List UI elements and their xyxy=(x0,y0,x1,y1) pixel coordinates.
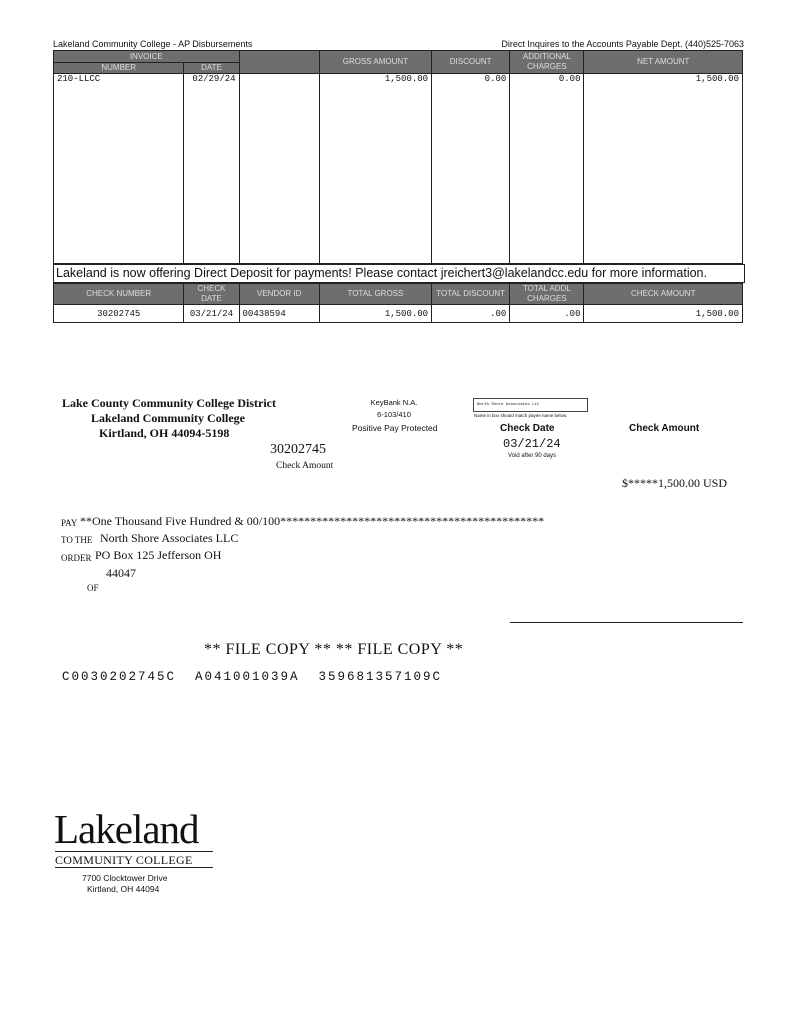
payee-name: North Shore Associates LLC xyxy=(100,531,239,545)
bank-name: KeyBank N.A. xyxy=(370,398,418,407)
check-number: 30202745 xyxy=(54,305,184,323)
total-discount: .00 xyxy=(432,305,510,323)
issuer-line2: Lakeland Community College xyxy=(91,411,246,425)
payee-address-line1: PO Box 125 Jefferson OH xyxy=(95,548,222,562)
total-discount-header: TOTAL DISCOUNT xyxy=(432,284,510,305)
blank-header xyxy=(239,51,319,74)
bank-routing: 6-103/410 xyxy=(377,410,411,419)
payee-box: North Shore Associates LLC xyxy=(473,398,588,412)
discount-header: DISCOUNT xyxy=(432,51,510,74)
gross-amount-header: GROSS AMOUNT xyxy=(319,51,431,74)
void-note: Void after 90 days xyxy=(508,453,557,459)
header-right: Direct Inquires to the Accounts Payable Dept. (440)525-7063 xyxy=(501,39,744,49)
positive-pay-label: Positive Pay Protected xyxy=(352,423,438,433)
additional-charges-header: ADDITIONAL CHARGES xyxy=(510,51,584,74)
invoice-date-header: DATE xyxy=(184,63,239,74)
footer-address-line2: Kirtland, OH 44094 xyxy=(87,884,160,894)
vendor-id-header: VENDOR ID xyxy=(239,284,319,305)
invoice-number: 210-LLCC xyxy=(54,74,184,264)
to-the-label: TO THE xyxy=(61,535,93,545)
pay-amount-words: **One Thousand Five Hundred & 00/100******************************************** xyxy=(80,514,545,528)
header-left: Lakeland Community College - AP Disbursements xyxy=(53,39,253,49)
additional-charges: 0.00 xyxy=(510,74,584,264)
logo-subtitle: COMMUNITY COLLEGE xyxy=(55,853,193,867)
check-date-value: 03/21/24 xyxy=(503,437,561,451)
invoice-group-header: INVOICE xyxy=(54,51,240,63)
check-date: 03/21/24 xyxy=(184,305,239,323)
check-amount-title: Check Amount xyxy=(629,423,700,434)
discount: 0.00 xyxy=(432,74,510,264)
total-addl-header: TOTAL ADDL CHARGES xyxy=(510,284,584,305)
pay-label: PAY xyxy=(61,518,78,528)
total-addl: .00 xyxy=(510,305,584,323)
total-gross-header: TOTAL GROSS xyxy=(319,284,431,305)
signature-line xyxy=(510,622,743,623)
invoice-date: 02/29/24 xyxy=(184,74,239,264)
file-copy-text: ** FILE COPY ** ** FILE COPY ** xyxy=(204,641,464,658)
net-amount: 1,500.00 xyxy=(584,74,743,264)
logo-divider-top xyxy=(55,851,213,852)
order-label: ORDER xyxy=(61,553,92,563)
invoice-number-header: NUMBER xyxy=(54,63,184,74)
footer-address-line1: 7700 Clocktower Drive xyxy=(82,873,168,883)
blank-cell xyxy=(239,74,319,264)
logo-divider-bottom xyxy=(55,867,213,868)
table-row xyxy=(54,74,743,264)
of-label: OF xyxy=(87,583,99,593)
check-date-header: CHECK DATE xyxy=(184,284,239,305)
direct-deposit-banner: Lakeland is now offering Direct Deposit for payments! Please contact jreichert3@lakelandcc.edu for more information. xyxy=(53,264,745,283)
amount-value: $*****1,500.00 USD xyxy=(622,476,728,490)
check-number-display: 30202745 xyxy=(270,442,326,457)
check-number-header: CHECK NUMBER xyxy=(54,284,184,305)
lakeland-logo: Lakeland xyxy=(54,806,199,852)
check-amount-caption: Check Amount xyxy=(276,461,334,471)
summary-table xyxy=(53,283,743,323)
table-row xyxy=(54,305,743,323)
payee-address-line2: 44047 xyxy=(106,566,136,580)
check-amount: 1,500.00 xyxy=(584,305,743,323)
check-date-label: Check Date xyxy=(500,423,555,434)
issuer-line3: Kirtland, OH 44094-5198 xyxy=(99,426,230,440)
micr-line: C0030202745C A041001039A 359681357109C xyxy=(62,670,443,684)
gross-amount: 1,500.00 xyxy=(319,74,431,264)
total-gross: 1,500.00 xyxy=(319,305,431,323)
net-amount-header: NET AMOUNT xyxy=(584,51,743,74)
issuer-line1: Lake County Community College District xyxy=(62,396,276,410)
vendor-id: 00438594 xyxy=(239,305,319,323)
check-amount-header: CHECK AMOUNT xyxy=(584,284,743,305)
invoice-table xyxy=(53,50,743,264)
payee-box-note: Name in box should match payee name below. xyxy=(474,413,568,418)
